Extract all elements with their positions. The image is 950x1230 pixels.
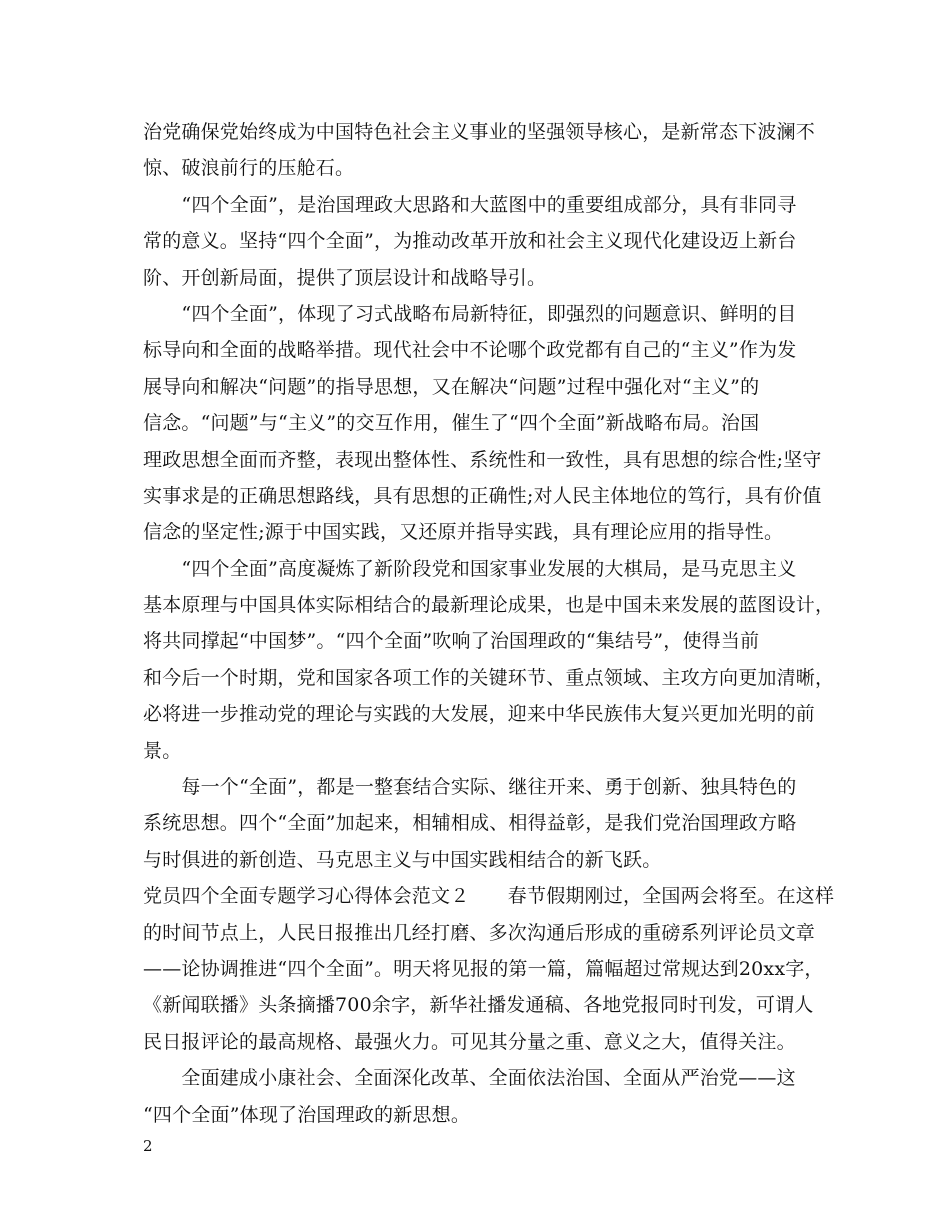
text-line: ——论协调推进“四个全面”。明天将见报的第一篇，篇幅超过常规达到20xx字， <box>143 957 824 980</box>
text-line: 信念的坚定性;源于中国实践，又还原并指导实践，具有理论应用的指导性。 <box>143 521 784 544</box>
text-line: 每一个“全面”，都是一整套结合实际、继往开来、勇于创新、独具特色的 <box>143 776 797 799</box>
text-line: 基本原理与中国具体实际相结合的最新理论成果，也是中国未来发展的蓝图设计， <box>143 594 835 617</box>
text-line: 的时间节点上，人民日报推出几经打磨、多次沟通后形成的重磅系列评论员文章 <box>143 921 816 944</box>
text-line: 与时俱进的新创造、马克思主义与中国实践相结合的新飞跃。 <box>143 848 662 871</box>
text-line: 常的意义。坚持“四个全面”，为推动改革开放和社会主义现代化建设迈上新台 <box>143 230 797 253</box>
page-number: 2 <box>143 1137 153 1155</box>
document-body <box>143 114 835 1133</box>
text-line: 和今后一个时期，党和国家各项工作的关键环节、重点领域、主攻方向更加清晰， <box>143 666 835 689</box>
text-line: 必将进一步推动党的理论与实践的大发展，迎来中华民族伟大复兴更加光明的前 <box>143 703 816 726</box>
text-line: 将共同撑起“中国梦”。“四个全面”吹响了治国理政的“集结号”，使得当前 <box>143 630 760 653</box>
text-line: “四个全面”，是治国理政大思路和大蓝图中的重要组成部分，具有非同寻 <box>143 193 797 216</box>
text-line: 治党确保党始终成为中国特色社会主义事业的坚强领导核心，是新常态下波澜不 <box>143 121 816 143</box>
text-line: 党员四个全面专题学习心得体会范文２ 春节假期刚过，全国两会将至。在这样 <box>143 885 835 908</box>
text-line: 理政思想全面而齐整，表现出整体性、系统性和一致性，具有思想的综合性;坚守 <box>143 448 822 471</box>
text-line: “四个全面”，体现了习式战略布局新特征，即强烈的问题意识、鲜明的目 <box>143 302 797 325</box>
text-line: 全面建成小康社会、全面深化改革、全面依法治国、全面从严治党——这 <box>143 1067 796 1090</box>
text-line: 景。 <box>143 739 182 762</box>
text-line: 标导向和全面的战略举措。现代社会中不论哪个政党都有自己的“主义”作为发 <box>143 339 797 362</box>
text-line: 展导向和解决“问题”的指导思想，又在解决“问题”过程中强化对“主义”的 <box>143 375 760 398</box>
text-line: 信念。“问题”与“主义”的交互作用，催生了“四个全面”新战略布局。治国 <box>143 412 760 435</box>
text-line: 系统思想。四个“全面”加起来，相辅相成、相得益彰，是我们党治国理政方略 <box>143 812 797 835</box>
text-line: 《新闻联播》头条摘播700余字，新华社播发通稿、各地党报同时刊发，可谓人 <box>143 994 814 1017</box>
text-line: “四个全面”体现了治国理政的新思想。 <box>143 1103 471 1126</box>
text-line: 惊、破浪前行的压舱石。 <box>143 157 355 180</box>
text-line: 实事求是的正确思想路线，具有思想的正确性;对人民主体地位的笃行，具有价值 <box>143 484 822 507</box>
text-line: “四个全面”高度凝炼了新阶段党和国家事业发展的大棋局，是马克思主义 <box>143 557 797 580</box>
text-line: 阶、开创新局面，提供了顶层设计和战略导引。 <box>143 266 547 289</box>
text-line: 民日报评论的最高规格、最强火力。可见其分量之重、意义之大，值得关注。 <box>143 1030 796 1053</box>
